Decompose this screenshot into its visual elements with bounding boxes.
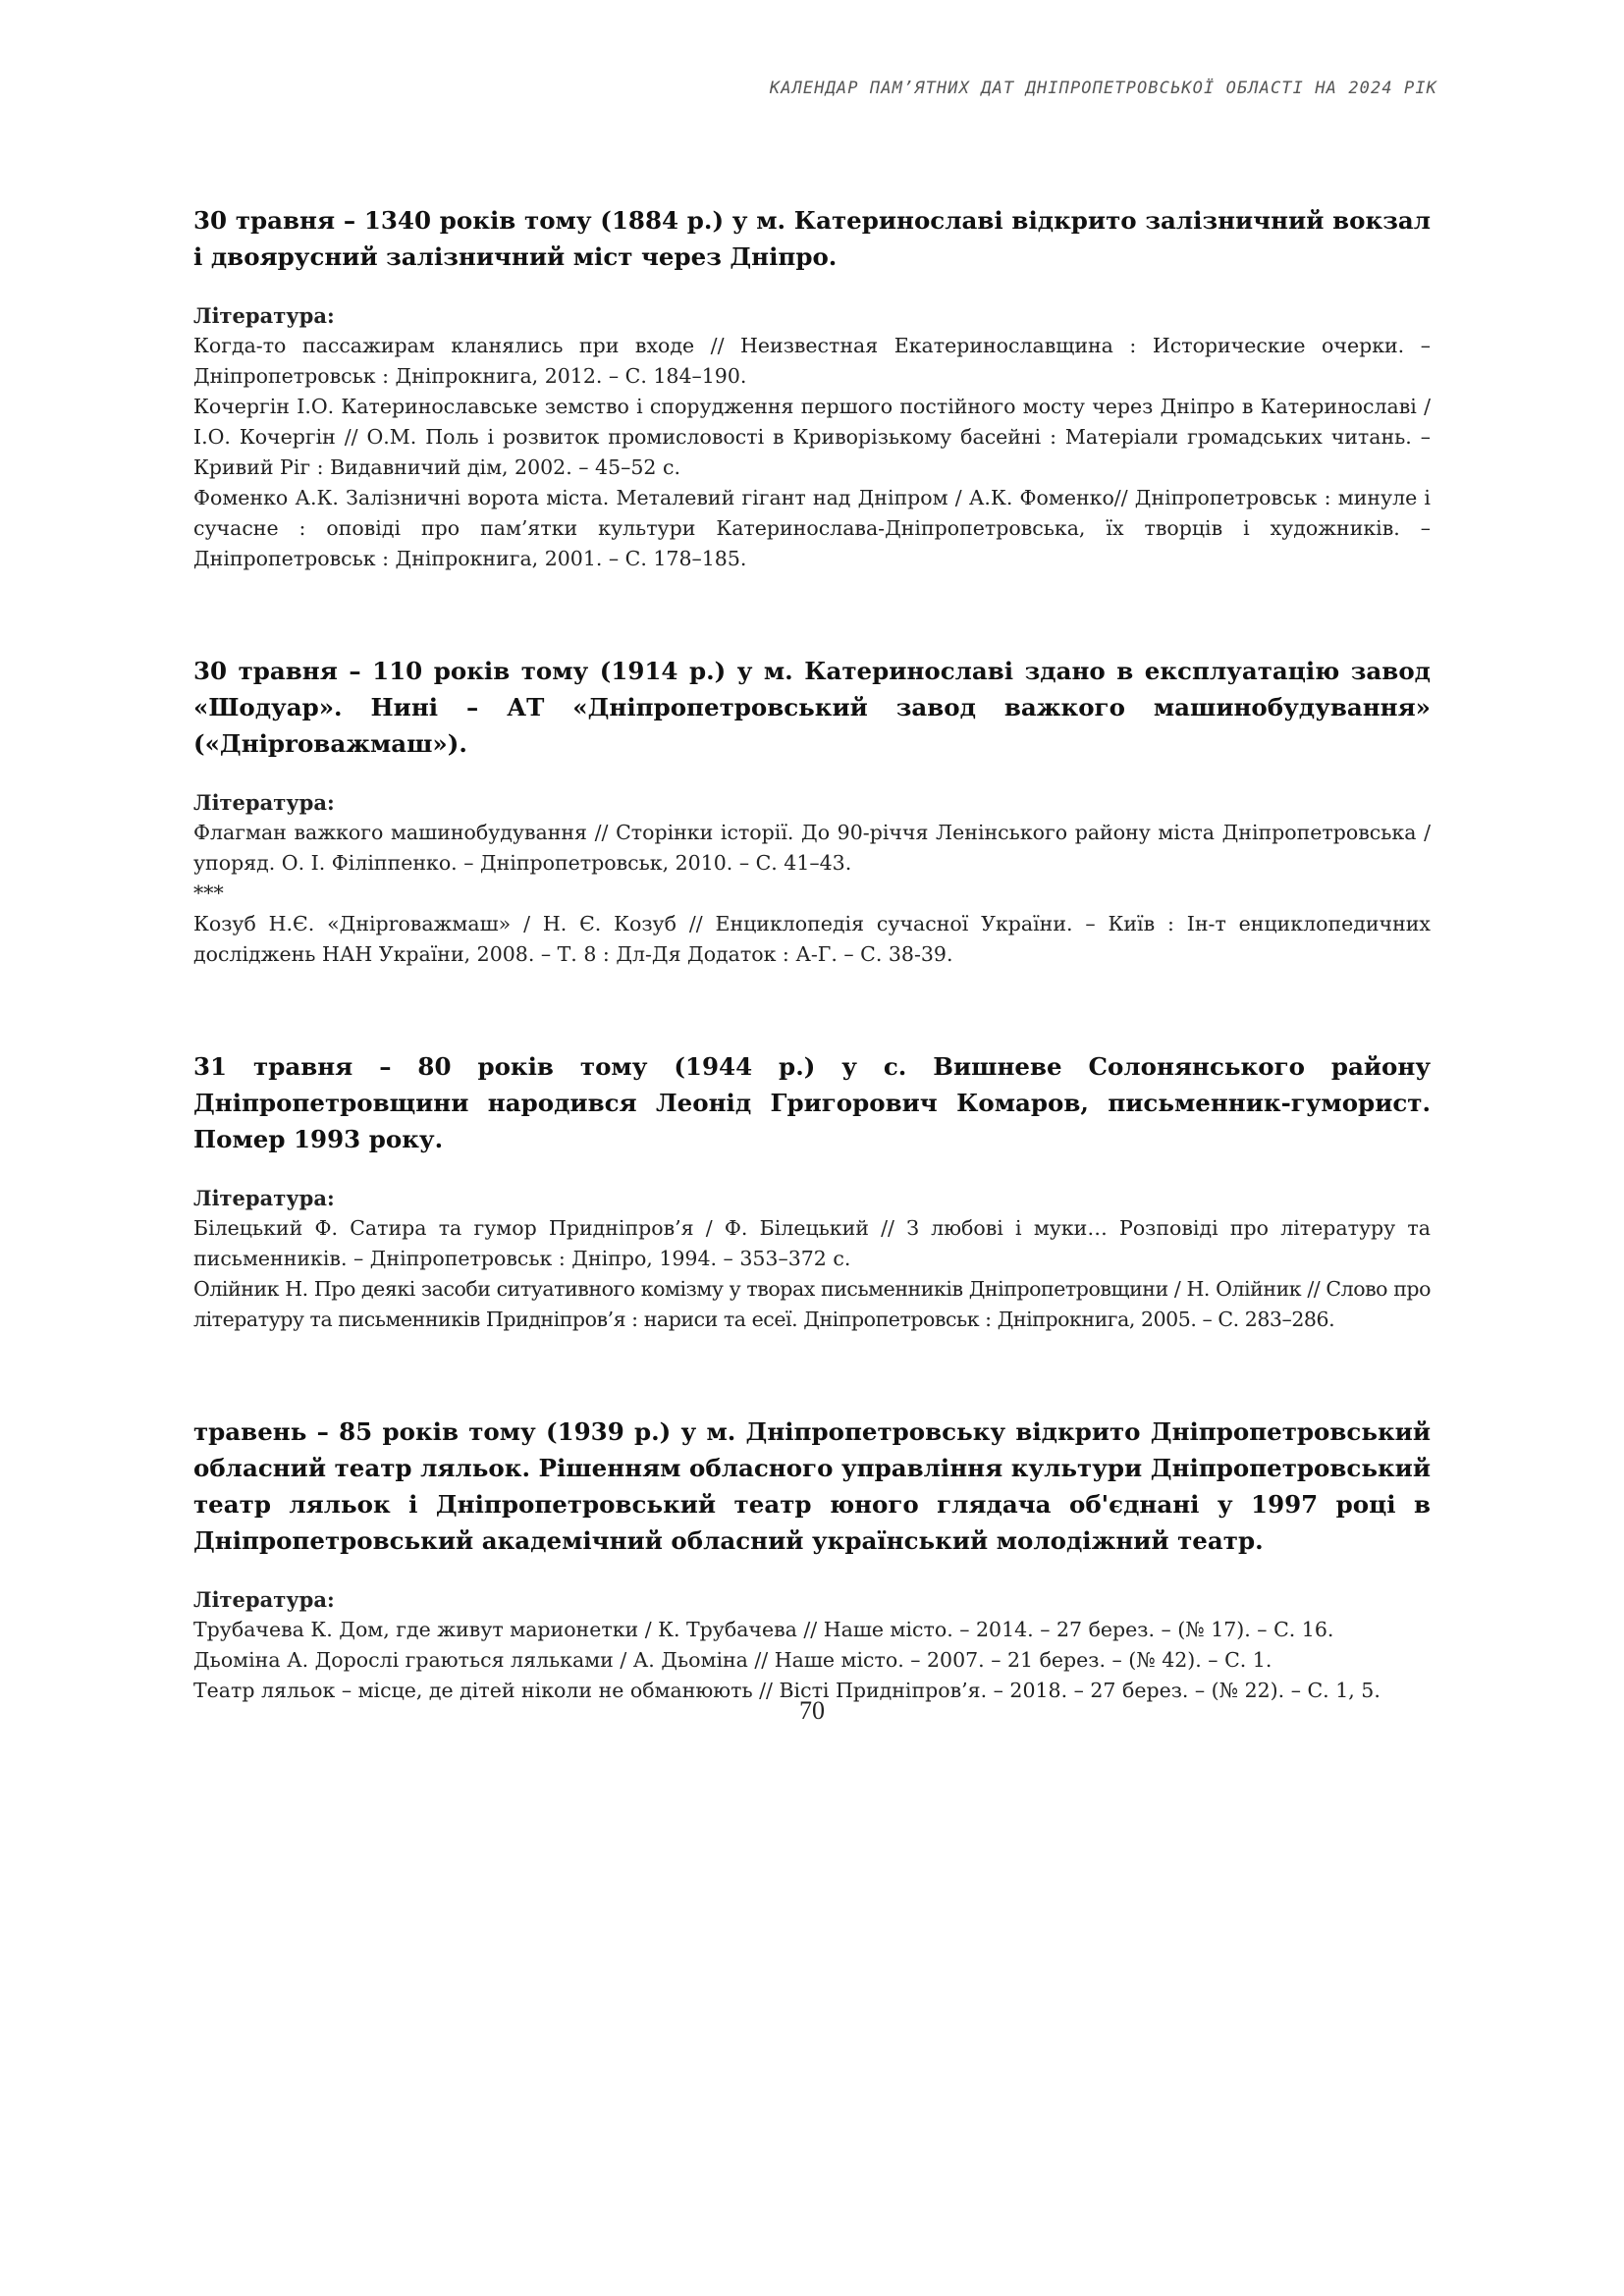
reference-separator: *** — [193, 881, 224, 905]
literature-reference: Кочергін І.О. Катеринославське земство і спорудження першого постійного мосту через Дніпро в Катеринославі / І.О. Кочергін // О.М. Поль і розвиток промисловості в Криворізькому басейні : Матеріали громадських читань. – Кривий Ріг : Видавничий дім, 2002. – 45–52 с. — [193, 395, 1431, 479]
literature-heading: Література: — [193, 303, 335, 328]
entry-title: травень – 85 років тому (1939 р.) у м. Дніпропетровську відкрито Дніпропетровський обласний театр ляльок. Рішенням обласного управління культури Дніпропетровський театр ляльок і Дніпропетровський театр юного глядача об'єднані у 1997 році в Дніпропетровський академічний обласний український молодіжний театр. — [193, 1417, 1431, 1555]
literature-heading: Література: — [193, 1186, 335, 1210]
literature-reference: Театр ляльок – місце, де дітей ніколи не обманюють // Вісті Придніпров’я. – 2018. – 27 берез. – (№ 22). – С. 1, 5. — [193, 1679, 1380, 1702]
literature-reference: Білецький Ф. Сатира та гумор Придніпров’я / Ф. Білецький // З любові і муки… Розповіді про літературу та письменників. – Дніпропетровськ : Дніпро, 1994. – 353–372 с. — [193, 1216, 1431, 1270]
literature-reference: Флагман важкого машинобудування // Сторінки історії. До 90-річчя Ленінського району міста Дніпропетровська / упоряд. О. І. Філіппенко. – Дніпропетровськ, 2010. – С. 41–43. — [193, 821, 1431, 875]
literature-reference: Когда-то пассажирам кланялись при входе // Неизвестная Екатеринославщина : Исторические очерки. – Дніпропетровськ : Дніпрокнига, 2012. – С. 184–190. — [193, 334, 1431, 388]
calendar-entry — [193, 202, 1431, 574]
page-content — [193, 202, 1431, 1785]
literature-reference: Козуб Н.Є. «Дніproважмаш» / Н. Є. Козуб // Енциклопедія сучасної України. – Київ : Ін-т енциклопедичних досліджень НАН України, 2008. – Т. 8 : Дл-Дя Додаток : А-Г. – С. 38-39. — [193, 912, 1431, 966]
calendar-entry — [193, 1048, 1431, 1335]
literature-heading: Література: — [193, 1587, 335, 1612]
entry-title: 30 травня – 110 років тому (1914 р.) у м. Катеринославі здано в експлуатацію завод «Шодуар». Нині – АТ «Дніпропетровський завод важкого машинобудування» («Дніproважмаш»). — [193, 657, 1431, 758]
literature-reference: Олійник Н. Про деякі засоби ситуативного комізму у творах письменників Дніпропетровщини / Н. Олійник // Слово про літературу та письменників Придніпров’я : нариси та есеї. Дніпропетровськ : Дніпрокнига, 2005. – С. 283–286. — [193, 1277, 1431, 1331]
running-header: КАЛЕНДАР ПАМ’ЯТНИХ ДАТ ДНІПРОПЕТРОВСЬКОЇ ОБЛАСТІ НА 2024 РІК — [769, 79, 1437, 98]
calendar-entry — [193, 653, 1431, 970]
literature-reference: Дьоміна А. Дорослі граються ляльками / А. Дьоміна // Наше місто. – 2007. – 21 берез. – (№ 42). – С. 1. — [193, 1648, 1272, 1672]
literature-reference: Фоменко А.К. Залізничні ворота міста. Металевий гігант над Дніпром / А.К. Фоменко// Дніпропетровськ : минуле і сучасне : оповіді про пам’ятки культури Катеринослава-Дніпропетровська, їх творців і художників. – Дніпропетровськ : Дніпрокнига, 2001. – С. 178–185. — [193, 486, 1431, 570]
literature-reference: Трубачева К. Дом, где живут марионетки / К. Трубачева // Наше місто. – 2014. – 27 берез. – (№ 17). – С. 16. — [193, 1618, 1334, 1641]
page-number: 70 — [799, 1696, 825, 1725]
entry-title: 31 травня – 80 років тому (1944 р.) у с. Вишневе Солонянського району Дніпропетровщини народився Леонід Григорович Комаров, письменник-гуморист. Помер 1993 року. — [193, 1052, 1431, 1153]
entry-title: 30 травня – 1340 років тому (1884 р.) у м. Катеринославі відкрито залізничний вокзал і двоярусний залізничний міст через Дніпро. — [193, 206, 1431, 271]
calendar-entry — [193, 1414, 1431, 1706]
literature-heading: Література: — [193, 790, 335, 815]
